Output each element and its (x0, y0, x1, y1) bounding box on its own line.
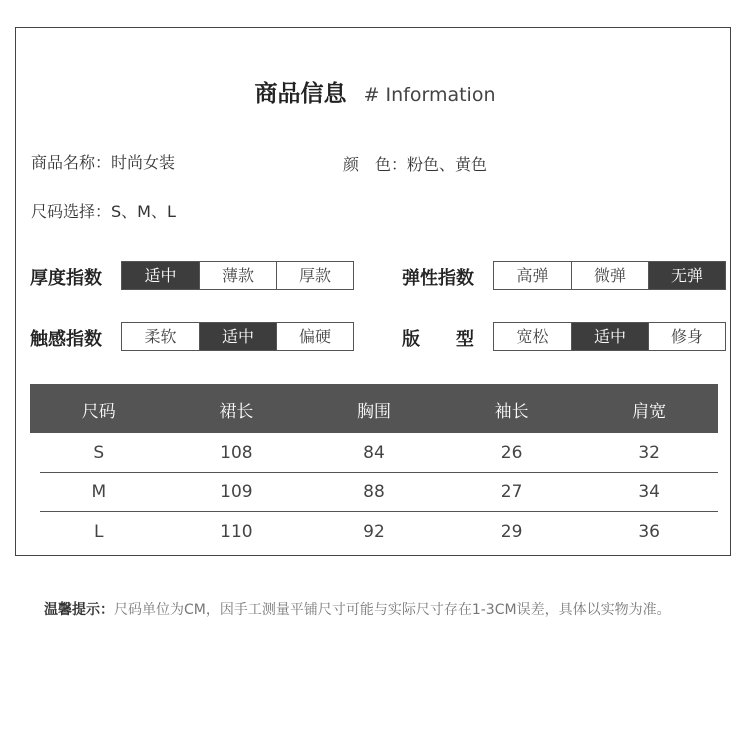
feel-option: 偏硬 (276, 323, 353, 350)
feel-option: 柔软 (122, 323, 199, 350)
product-color: 颜 色：粉色、黄色 (343, 155, 488, 174)
table-row (40, 513, 718, 551)
elasticity-label: 弹性指数 (402, 268, 474, 289)
table-row (40, 473, 718, 512)
tip-label: 温馨提示： (44, 602, 114, 618)
fit-options (493, 322, 726, 351)
thickness-option: 薄款 (199, 262, 276, 289)
table-cell: 27 (500, 482, 523, 502)
table-cell: 88 (363, 482, 385, 502)
product-name: 商品名称：时尚女装 (31, 153, 176, 172)
table-header-cell: 袖长 (494, 402, 529, 422)
table-cell: 32 (638, 443, 660, 463)
table-cell: S (93, 443, 105, 463)
elasticity-option: 高弹 (494, 262, 571, 289)
thickness-option: 厚款 (276, 262, 353, 289)
size-table-header (30, 384, 718, 433)
table-header-cell: 尺码 (81, 402, 116, 422)
thickness-options (121, 261, 354, 290)
table-cell: 84 (363, 443, 385, 463)
table-cell: 109 (220, 482, 253, 502)
fit-option: 适中 (571, 323, 648, 350)
section-title (0, 75, 750, 108)
table-cell: 34 (638, 482, 660, 502)
thickness-option: 适中 (122, 262, 199, 289)
table-cell: M (91, 482, 107, 502)
tip-text: 尺码单位为CM，因手工测量平铺尺寸可能与实际尺寸存在1-3CM误差，具体以实物为准。 (114, 602, 671, 618)
warm-tip (44, 599, 724, 621)
fit-option: 修身 (648, 323, 725, 350)
fit-option: 宽松 (494, 323, 571, 350)
table-cell: 26 (500, 443, 523, 463)
table-cell: 108 (220, 443, 253, 463)
product-size: 尺码选择：S、M、L (31, 202, 176, 221)
table-cell: 29 (500, 522, 523, 542)
elasticity-option: 微弹 (571, 262, 648, 289)
feel-options (121, 322, 354, 351)
fit-label: 版 型 (402, 329, 474, 350)
feel-option: 适中 (199, 323, 276, 350)
table-cell: L (94, 522, 104, 542)
table-header-cell: 肩宽 (632, 402, 667, 422)
elasticity-options (493, 261, 726, 290)
title-sub: # Information (363, 84, 496, 106)
table-cell: 36 (638, 522, 660, 542)
table-cell: 92 (363, 522, 385, 542)
elasticity-option: 无弹 (648, 262, 725, 289)
table-row (40, 434, 718, 473)
feel-label: 触感指数 (30, 329, 102, 350)
thickness-label: 厚度指数 (30, 268, 102, 289)
title-main: 商品信息 (254, 81, 347, 107)
table-header-cell: 胸围 (356, 402, 391, 422)
table-header-cell: 裙长 (219, 402, 254, 422)
table-cell: 110 (220, 522, 253, 542)
